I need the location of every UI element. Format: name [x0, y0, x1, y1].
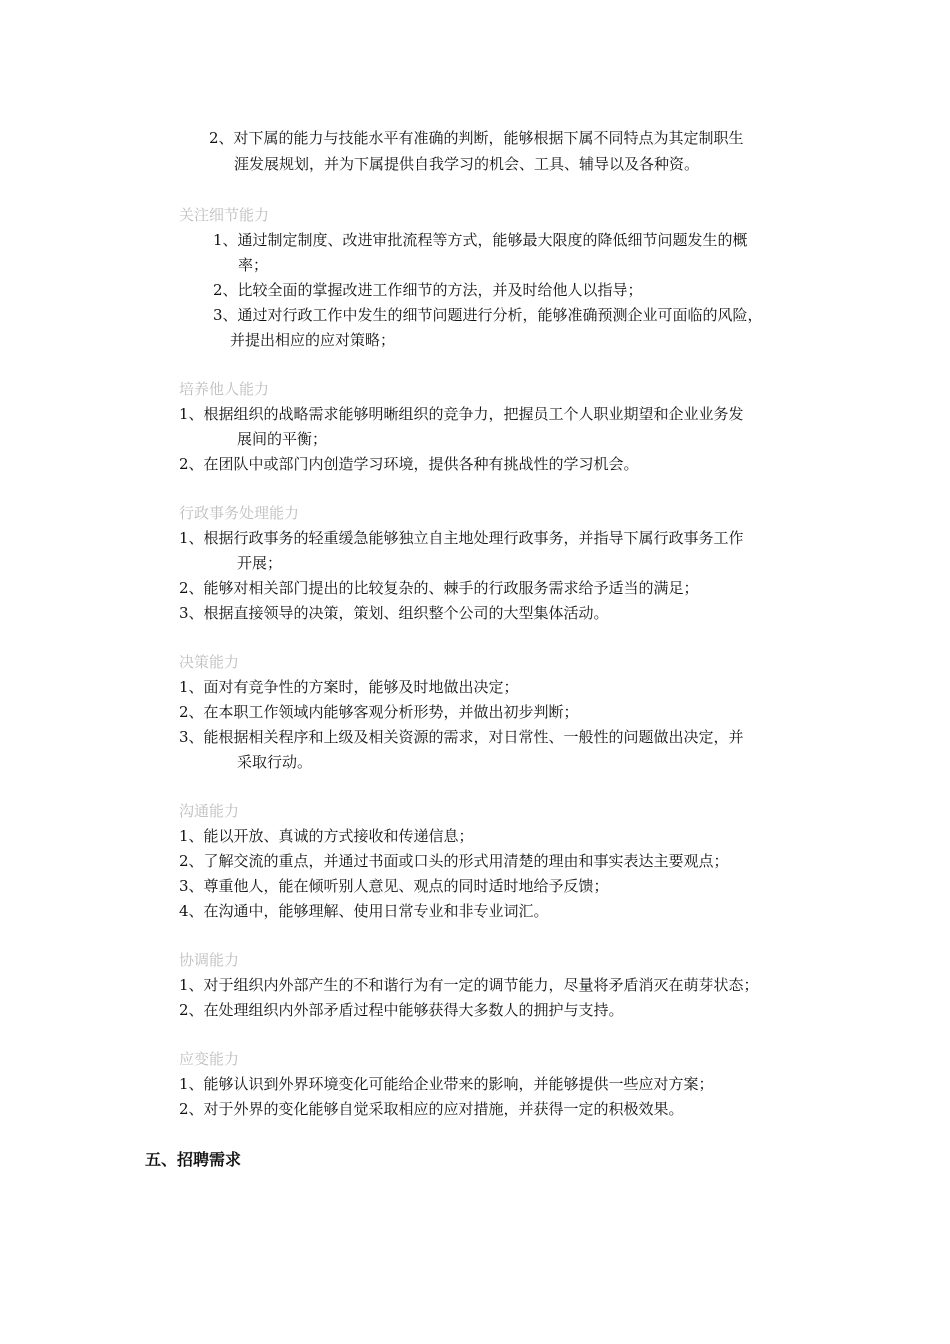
list-item-continuation: 展间的平衡；: [237, 430, 328, 448]
list-item-continuation: 采取行动。: [237, 753, 313, 771]
list-item-continuation: 开展；: [237, 554, 283, 572]
section-heading: 行政事务处理能力: [179, 504, 300, 522]
list-item: 1、能以开放、真诚的方式接收和传递信息；: [179, 827, 474, 845]
section-heading: 协调能力: [179, 951, 240, 969]
list-item: 3、通过对行政工作中发生的细节问题进行分析，能够准确预测企业可面临的风险，: [213, 306, 763, 324]
list-item: 3、尊重他人，能在倾听别人意见、观点的同时适时地给予反馈；: [179, 877, 609, 895]
list-item: 2、在本职工作领域内能够客观分析形势，并做出初步判断；: [179, 703, 579, 721]
list-item: 2、在团队中或部门内创造学习环境，提供各种有挑战性的学习机会。: [179, 455, 639, 473]
list-item: 2、能够对相关部门提出的比较复杂的、棘手的行政服务需求给予适当的满足；: [179, 579, 699, 597]
list-item: 2、对下属的能力与技能水平有准确的判断，能够根据下属不同特点为其定制职生: [209, 129, 744, 147]
list-item: 2、对于外界的变化能够自觉采取相应的应对措施，并获得一定的积极效果。: [179, 1100, 684, 1118]
list-item: 2、在处理组织内外部矛盾过程中能够获得大多数人的拥护与支持。: [179, 1001, 624, 1019]
list-item: 1、根据行政事务的轻重缓急能够独立自主地处理行政事务，并指导下属行政事务工作: [179, 529, 744, 547]
list-item-continuation: 率；: [238, 256, 269, 274]
list-item: 1、通过制定制度、改进审批流程等方式，能够最大限度的降低细节问题发生的概: [213, 231, 748, 249]
list-item: 1、面对有竞争性的方案时，能够及时地做出决定；: [179, 678, 519, 696]
list-item: 1、能够认识到外界环境变化可能给企业带来的影响，并能够提供一些应对方案；: [179, 1075, 714, 1093]
section-heading: 应变能力: [179, 1050, 240, 1068]
list-item: 1、对于组织内外部产生的不和谐行为有一定的调节能力，尽量将矛盾消灭在萌芽状态；: [179, 976, 759, 994]
list-item: 1、根据组织的战略需求能够明晰组织的竞争力，把握员工个人职业期望和企业业务发: [179, 405, 744, 423]
section-title: 五、招聘需求: [145, 1150, 242, 1169]
section-heading: 沟通能力: [179, 802, 240, 820]
section-heading: 关注细节能力: [179, 206, 270, 224]
section-heading: 培养他人能力: [179, 380, 270, 398]
list-item-continuation: 并提出相应的应对策略；: [230, 331, 396, 349]
list-item: 4、在沟通中，能够理解、使用日常专业和非专业词汇。: [179, 902, 549, 920]
list-item: 2、比较全面的掌握改进工作细节的方法，并及时给他人以指导；: [213, 281, 643, 299]
list-item: 3、根据直接领导的决策，策划、组织整个公司的大型集体活动。: [179, 604, 609, 622]
list-item: 3、能根据相关程序和上级及相关资源的需求，对日常性、一般性的问题做出决定，并: [179, 728, 744, 746]
list-item: 2、了解交流的重点，并通过书面或口头的形式用清楚的理由和事实表达主要观点；: [179, 852, 729, 870]
section-heading: 决策能力: [179, 653, 240, 671]
list-item-continuation: 涯发展规划，并为下属提供自我学习的机会、工具、辅导以及各种资。: [234, 155, 700, 173]
